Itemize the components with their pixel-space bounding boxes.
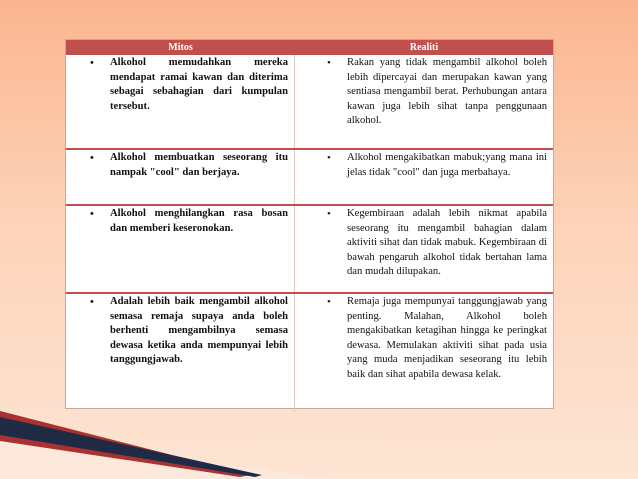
myth-text: Alkohol memudahkan mereka mendapat ramai kawan dan diterima sebagai sebahagian dari kumpulan tersebut. [110, 57, 288, 112]
bullet-icon: • [327, 208, 331, 220]
bullet-icon: • [327, 296, 331, 308]
myth-text: Alkohol membuatkan seseorang itu nampak "cool" dan berjaya. [110, 152, 288, 178]
header-realiti: Realiti [409, 42, 439, 53]
bullet-icon: • [90, 208, 94, 220]
reality-text: Kegembiraan adalah lebih nikmat apabila seseorang itu mengambil bahagian dalam aktiviti sihat dan tidak mabuk. Kegembiraan di bawah pengaruh alkohol tidak bertahan lama dan mudah dilupakan. [347, 208, 547, 277]
myth-cell [66, 150, 295, 204]
bullet-icon: • [327, 57, 331, 69]
bullet-icon: • [90, 296, 94, 308]
bullet-icon: • [90, 152, 94, 164]
reality-cell [295, 294, 553, 412]
reality-text: Alkohol mengakibatkan mabuk;yang mana ini jelas tidak "cool" dan juga merbahaya. [347, 152, 547, 178]
table-header [66, 40, 553, 55]
myth-cell [66, 206, 295, 292]
reality-cell [295, 150, 553, 204]
bullet-icon: • [327, 152, 331, 164]
decorative-swoosh [0, 389, 330, 479]
reality-cell [295, 206, 553, 292]
table-row [66, 206, 553, 294]
reality-text: Remaja juga mempunyai tanggungjawab yang penting. Malahan, Alkohol boleh mengakibatkan ketagihan hingga ke peringkat dewasa. Memulakan aktiviti sihat pada usia yang muda menjadikan seseorang itu lebih baik dan sihat apabila dewasa kelak. [347, 296, 547, 380]
reality-text: Rakan yang tidak mengambil alkohol boleh lebih dipercayai dan merupakan kawan yang sentiasa mengambil berat. Perhubungan antara kawan juga lebih sihat tanpa penggunaan alkohol. [347, 57, 547, 126]
myth-text: Adalah lebih baik mengambil alkohol semasa remaja supaya anda boleh berhenti mengambilnya semasa dewasa ketika anda mempunyai lebih tanggungjawab. [110, 296, 288, 365]
reality-cell [295, 55, 553, 148]
myth-text: Alkohol menghilangkan rasa bosan dan memberi keseronokan. [110, 208, 288, 234]
table-row [66, 150, 553, 206]
myth-cell [66, 55, 295, 148]
bullet-icon: • [90, 57, 94, 69]
table-row [66, 55, 553, 150]
myth-reality-table [66, 40, 553, 408]
header-mitos: Mitos [168, 42, 193, 53]
